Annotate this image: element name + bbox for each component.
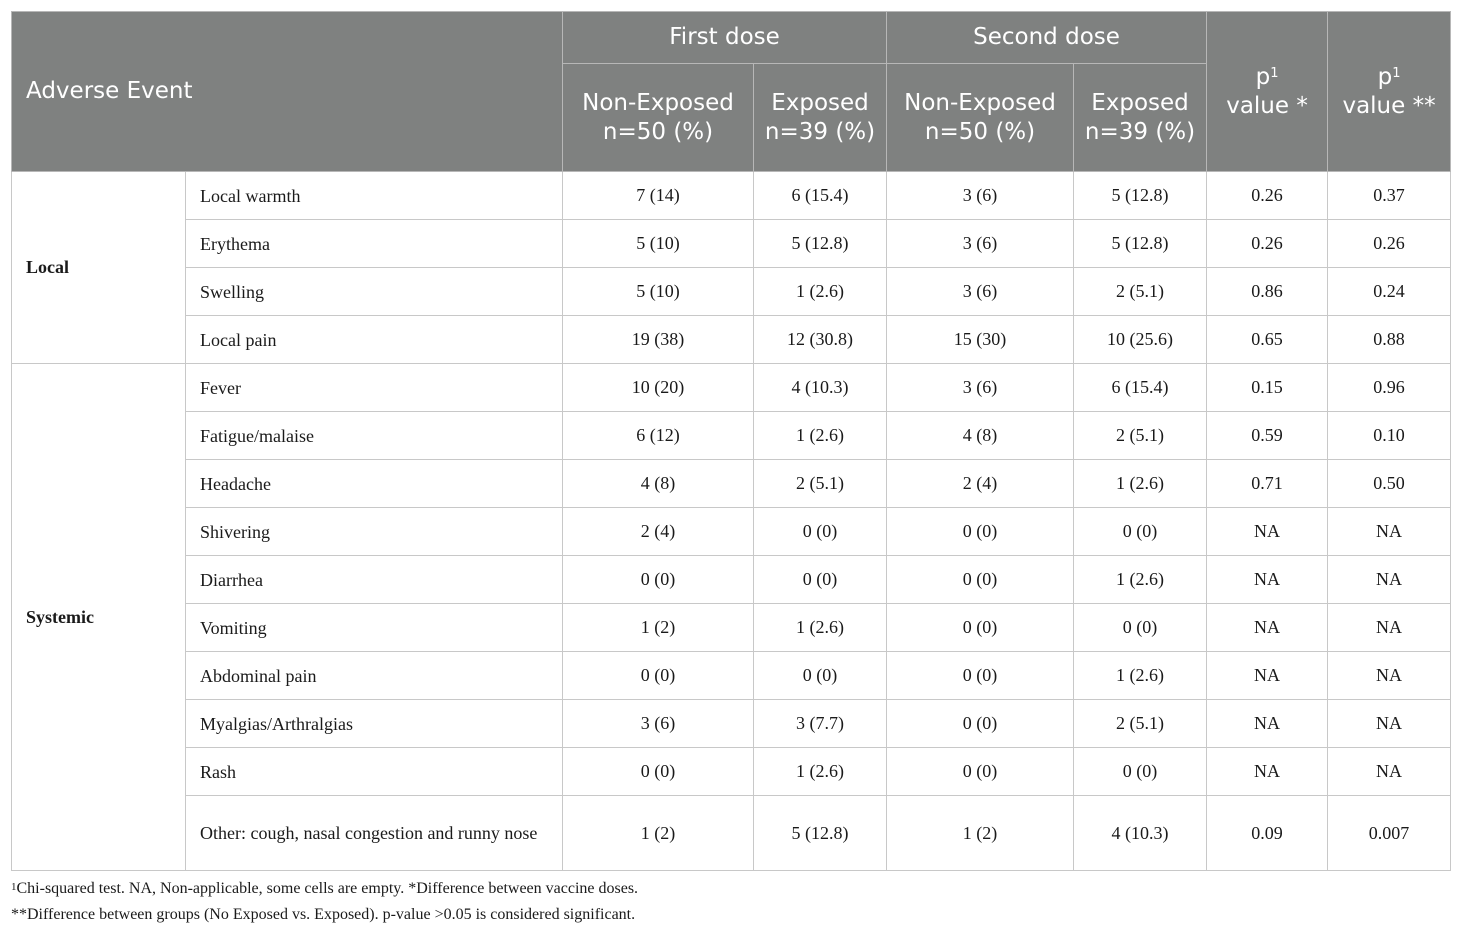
header-first-exposed: Exposed n=39 (%)	[754, 64, 887, 172]
value-cell: 5 (10)	[563, 220, 754, 268]
value-cell: 0.09	[1207, 796, 1328, 871]
value-cell: 0 (0)	[887, 700, 1074, 748]
value-cell: NA	[1207, 604, 1328, 652]
event-name: Diarrhea	[186, 556, 563, 604]
event-name: Other: cough, nasal congestion and runny nose	[186, 796, 563, 871]
table-row	[12, 700, 1451, 748]
table-row	[12, 556, 1451, 604]
value-cell: NA	[1328, 556, 1451, 604]
value-cell: 3 (6)	[887, 364, 1074, 412]
table-row	[12, 748, 1451, 796]
value-cell: 0.007	[1328, 796, 1451, 871]
value-cell: 1 (2.6)	[754, 748, 887, 796]
value-cell: 0.88	[1328, 316, 1451, 364]
value-cell: 0.24	[1328, 268, 1451, 316]
value-cell: 5 (12.8)	[1074, 172, 1207, 220]
table-row	[12, 796, 1451, 871]
value-cell: 7 (14)	[563, 172, 754, 220]
value-cell: 3 (6)	[887, 220, 1074, 268]
value-cell: 0 (0)	[1074, 604, 1207, 652]
value-cell: NA	[1207, 508, 1328, 556]
value-cell: 0 (0)	[1074, 508, 1207, 556]
value-cell: 0 (0)	[887, 556, 1074, 604]
adverse-events-table	[11, 11, 1451, 871]
value-cell: 4 (10.3)	[1074, 796, 1207, 871]
value-cell: 6 (15.4)	[754, 172, 887, 220]
footnotes	[11, 876, 1431, 928]
value-cell: 0 (0)	[754, 556, 887, 604]
footnote-1: $^1$Chi-squared test. NA, Non-applicable, some cells are empty. *Difference between vaccine doses.	[11, 880, 639, 897]
value-cell: 1 (2)	[887, 796, 1074, 871]
event-name: Erythema	[186, 220, 563, 268]
footnote-2: **Difference between groups (No Exposed vs. Exposed). p-value >0.05 is considered significant.	[11, 906, 636, 923]
value-cell: 2 (5.1)	[1074, 268, 1207, 316]
table-row	[12, 316, 1451, 364]
table-row	[12, 268, 1451, 316]
value-cell: 0.10	[1328, 412, 1451, 460]
value-cell: 0.65	[1207, 316, 1328, 364]
value-cell: NA	[1328, 748, 1451, 796]
value-cell: 6 (12)	[563, 412, 754, 460]
value-cell: 5 (12.8)	[754, 220, 887, 268]
value-cell: NA	[1328, 652, 1451, 700]
value-cell: 12 (30.8)	[754, 316, 887, 364]
table-row	[12, 220, 1451, 268]
value-cell: 1 (2.6)	[1074, 556, 1207, 604]
event-name: Abdominal pain	[186, 652, 563, 700]
value-cell: 0.37	[1328, 172, 1451, 220]
value-cell: 6 (15.4)	[1074, 364, 1207, 412]
event-name: Vomiting	[186, 604, 563, 652]
value-cell: 3 (6)	[887, 172, 1074, 220]
value-cell: 0.96	[1328, 364, 1451, 412]
event-name: Myalgias/Arthralgias	[186, 700, 563, 748]
header-p-value-groups: $p^1$ value **	[1328, 12, 1451, 172]
value-cell: 1 (2.6)	[754, 604, 887, 652]
value-cell: 0 (0)	[563, 556, 754, 604]
value-cell: 5 (12.8)	[1074, 220, 1207, 268]
value-cell: 0 (0)	[887, 508, 1074, 556]
table-row	[12, 364, 1451, 412]
value-cell: 2 (5.1)	[1074, 700, 1207, 748]
value-cell: 19 (38)	[563, 316, 754, 364]
header-adverse-event: Adverse Event	[12, 12, 563, 172]
value-cell: 3 (6)	[563, 700, 754, 748]
value-cell: 0 (0)	[754, 508, 887, 556]
value-cell: 0.15	[1207, 364, 1328, 412]
value-cell: NA	[1328, 508, 1451, 556]
value-cell: 3 (6)	[887, 268, 1074, 316]
header-first-dose: First dose	[563, 12, 887, 64]
value-cell: 15 (30)	[887, 316, 1074, 364]
table-row	[12, 652, 1451, 700]
value-cell: 0 (0)	[1074, 748, 1207, 796]
value-cell: NA	[1328, 700, 1451, 748]
table-body	[12, 172, 1451, 871]
value-cell: 2 (5.1)	[1074, 412, 1207, 460]
value-cell: NA	[1328, 604, 1451, 652]
value-cell: 5 (12.8)	[754, 796, 887, 871]
value-cell: 1 (2.6)	[754, 412, 887, 460]
value-cell: 2 (4)	[563, 508, 754, 556]
value-cell: 10 (25.6)	[1074, 316, 1207, 364]
value-cell: 1 (2.6)	[1074, 652, 1207, 700]
category-local: Local	[12, 172, 186, 364]
header-first-non-exposed: Non-Exposed n=50 (%)	[563, 64, 754, 172]
value-cell: 0 (0)	[887, 748, 1074, 796]
value-cell: 3 (7.7)	[754, 700, 887, 748]
table-row	[12, 604, 1451, 652]
event-name: Rash	[186, 748, 563, 796]
header-p-value-doses: $p^1$ value *	[1207, 12, 1328, 172]
value-cell: 4 (10.3)	[754, 364, 887, 412]
value-cell: 0 (0)	[887, 604, 1074, 652]
event-name: Headache	[186, 460, 563, 508]
event-name: Local pain	[186, 316, 563, 364]
value-cell: 0.71	[1207, 460, 1328, 508]
value-cell: 0.86	[1207, 268, 1328, 316]
table-row	[12, 460, 1451, 508]
header-second-dose: Second dose	[887, 12, 1207, 64]
value-cell: 1 (2)	[563, 604, 754, 652]
value-cell: 0 (0)	[887, 652, 1074, 700]
value-cell: 4 (8)	[887, 412, 1074, 460]
value-cell: 0.26	[1207, 172, 1328, 220]
value-cell: 1 (2)	[563, 796, 754, 871]
value-cell: NA	[1207, 700, 1328, 748]
table-row	[12, 412, 1451, 460]
event-name: Fatigue/malaise	[186, 412, 563, 460]
header-second-exposed: Exposed n=39 (%)	[1074, 64, 1207, 172]
value-cell: 0.59	[1207, 412, 1328, 460]
value-cell: NA	[1207, 748, 1328, 796]
value-cell: 0.26	[1207, 220, 1328, 268]
value-cell: 4 (8)	[563, 460, 754, 508]
table-row	[12, 508, 1451, 556]
value-cell: 1 (2.6)	[1074, 460, 1207, 508]
value-cell: 0 (0)	[563, 652, 754, 700]
event-name: Shivering	[186, 508, 563, 556]
value-cell: 2 (4)	[887, 460, 1074, 508]
event-name: Fever	[186, 364, 563, 412]
value-cell: 5 (10)	[563, 268, 754, 316]
value-cell: 0 (0)	[754, 652, 887, 700]
header-second-non-exposed: Non-Exposed n=50 (%)	[887, 64, 1074, 172]
category-systemic: Systemic	[12, 364, 186, 871]
value-cell: 0 (0)	[563, 748, 754, 796]
value-cell: 1 (2.6)	[754, 268, 887, 316]
value-cell: 0.50	[1328, 460, 1451, 508]
value-cell: NA	[1207, 556, 1328, 604]
event-name: Local warmth	[186, 172, 563, 220]
event-name: Swelling	[186, 268, 563, 316]
value-cell: NA	[1207, 652, 1328, 700]
value-cell: 2 (5.1)	[754, 460, 887, 508]
table-row	[12, 172, 1451, 220]
value-cell: 0.26	[1328, 220, 1451, 268]
value-cell: 10 (20)	[563, 364, 754, 412]
